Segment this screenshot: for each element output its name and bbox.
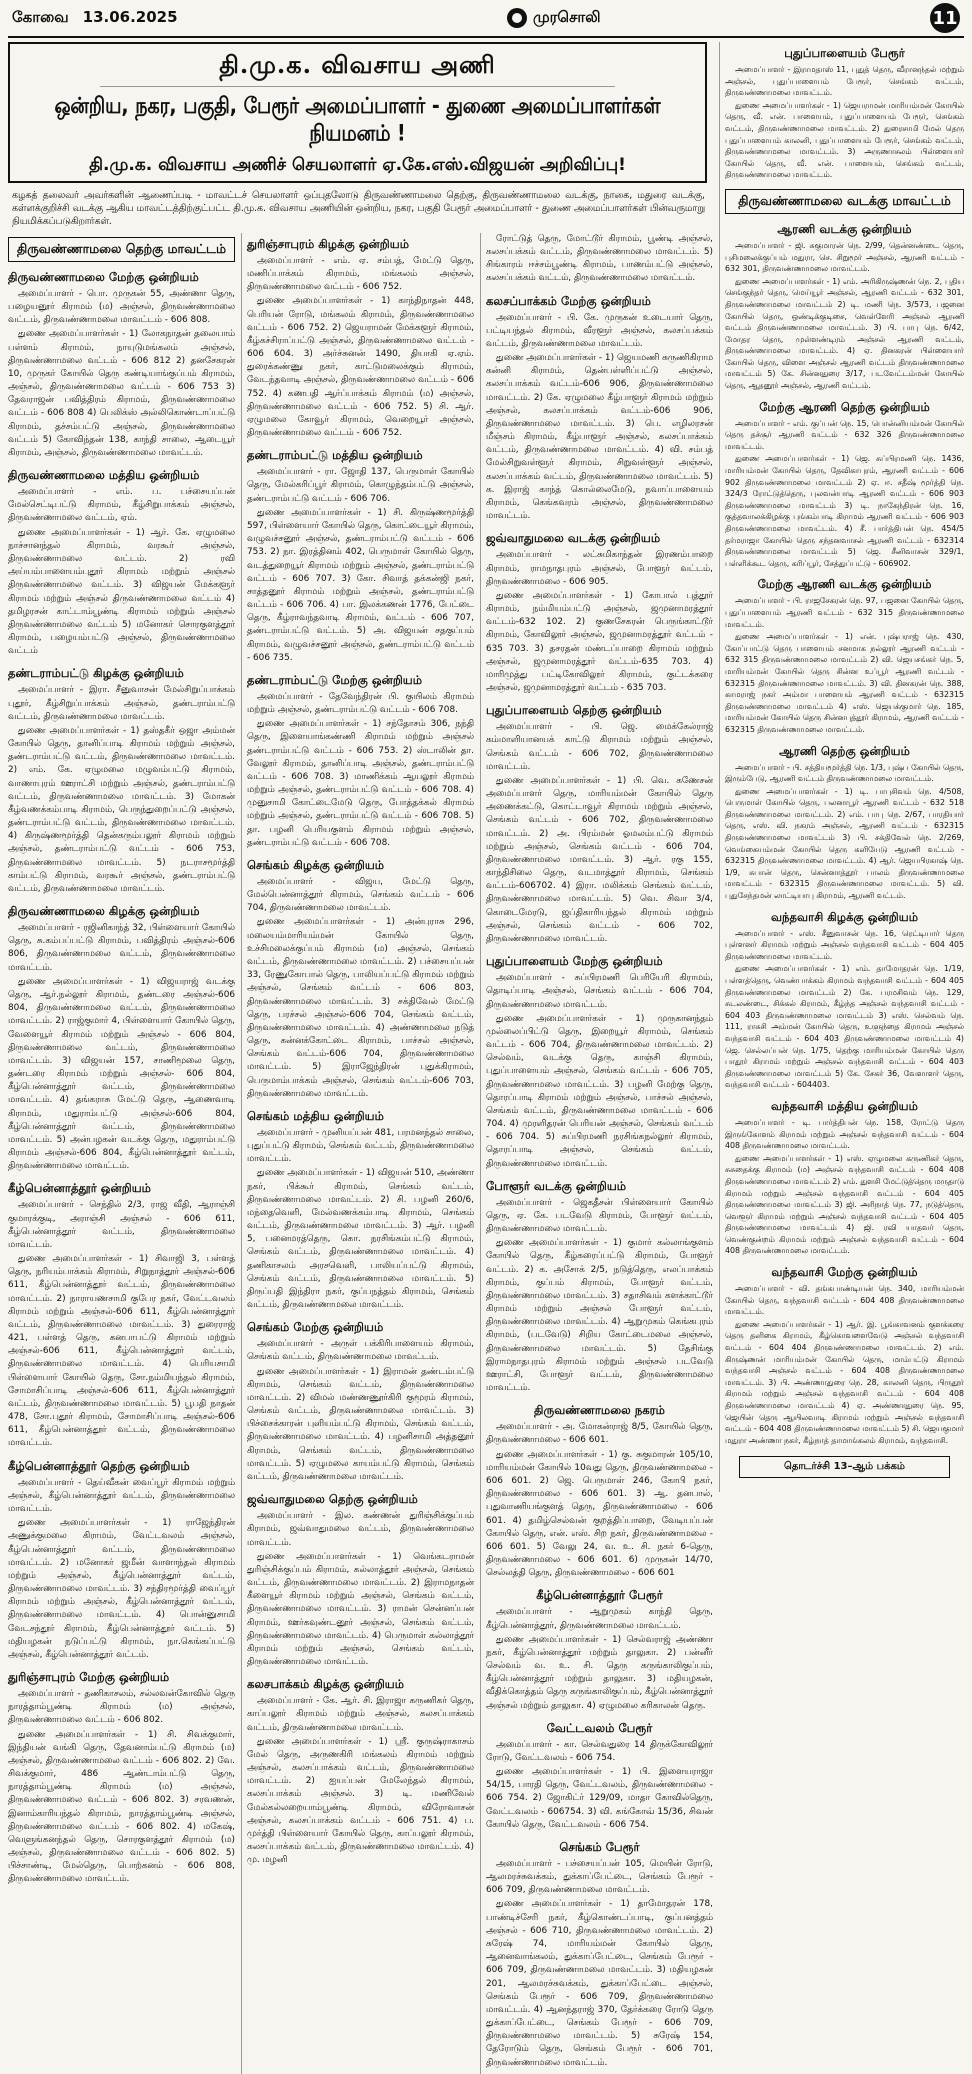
union-section: [725, 740, 964, 903]
union-section: [8, 900, 235, 1174]
union-section: [8, 1455, 235, 1663]
appointment-paragraph: துணை அமைப்பாளர்கள் - 1) சிவாஜி 3, பள்ளத் தெரு, நரியம்பாக்கம் கிராமம், சிறுநாத்தூர் அஞ்சல்-606 611, கீழ்பென்னாத்தூர் வட்டம், திருவண்ணாமலை மாவட்டம். 2) நாராயணசாமி குபேர நகர், வேட்டவலம் கிராமம் மற்றும் அஞ்சல்-606 611, கீழ்பென்னாத்தூர் வட்டம், திருவண்ணாமலை மாவட்டம். 3) துரைராஜ் 421, பள்ளத் தெரு, கனபாபட்டு கிராமம் மற்றும் அஞ்சல்-606 611, கீழ்பென்னாத்தூர் வட்டம், திருவண்ணாமலை மாவட்டம். 4) பெரியசாமி பிள்ளையார் கோயில் தெரு, சோ.நம்மியந்தல் கிராமம், சோமாசிப்பாடி அஞ்சல்-606 611, கீழ்பென்னாத்தூர் வட்டம், திருவண்ணாமலை மாவட்டம். 5) பூபதி நாதன் 478, சோ.புதூர் கிராமம், சோமாசிப்பாடி அஞ்சல்-606 611, கீழ்பென்னாத்தூர் வட்டம், திருவண்ணாமலை மாவட்டம்.: [8, 1254, 235, 1449]
union-heading: போளூர் வடக்கு ஒன்றியம்: [486, 1178, 627, 1193]
appointment-paragraph: அமைப்பாளர் - டி. பார்த்திபன் நெ. 158, ரோட்டு தெரு இருங்கோளம் கிராமம் மற்றும் அஞ்சல் வந்தவாசி வட்டம் - 604 408 திருவண்ணாமலை மாவட்டம்.: [725, 1117, 964, 1151]
appointment-paragraph: துணை அமைப்பாளர்கள் - 1) ஜெயராமன் மாரியம்மன் கோயில் தெரு, வீ. என். பாளையம், புதுப்பாளையம் பேரூர், செங்கம் வட்டம், திருவண்ணாமலை மாவட்டம். 2) துரைசாமி மேல் தெரு புதுப்பாளையம் காலனி, புதுப்பாளையம் பேரூர், செங்கம் வட்டம், திருவண்ணாமலை மாவட்டம். 3) அருணாசலம் பிள்ளையார் கோயில் தெரு, வீ. என். பாளையம், செங்கம் வட்டம், திருவண்ணாமலை மாவட்டம்.: [725, 100, 964, 180]
union-section: [725, 906, 964, 1092]
union-section: [725, 396, 964, 571]
banner-title: தி.மு.க. விவசாய அணி: [100, 50, 615, 87]
union-heading: ஜவ்வாதுமலை தெற்கு ஒன்றியம்: [247, 1492, 418, 1507]
appointment-paragraph: ரோட்டுத் தெரு, மோட்டூர் கிராமம், பூண்டி அஞ்சல், கலசப்பக்கம் வட்டம், திருவண்ணாமலை மாவட்டம். 5) சிங்காரம் ஈச்சம்பூண்டி கிராமம், பாணம்பட்டு அஞ்சல், கலசப்பக்கம் வட்டம், திருவண்ணாமலை மாவட்டம்.: [486, 233, 713, 284]
appointment-paragraph: துணை அமைப்பாளர்கள் - 1) முருகானந்தம் முல்லைப்பிட்டு தெரு, இறையூர் கிராமம், செங்கம் வட்டம் - 606 704, திருவண்ணாமலை மாவட்டம். 2) செல்வம், வடக்கு தெரு, காஞ்சி கிராமம், புதுப்பாளையம் அஞ்சல், செங்கம் வட்டம் - 606 705, திருவண்ணாமலை மாவட்டம். 3) பழனி மேற்கு தெரு, தொரப்பாடி கிராமம் மற்றும் அஞ்சல், பாச்சல் அஞ்சல், செங்கம் வட்டம், திருவண்ணாமலை மாவட்டம் - 606 704. 4) முரளிதரன் பெரியன் அஞ்சல், செங்கம் வட்டம் - 606 704. 5) சுப்பிரமணி நரசிங்கநல்லூர் கிராமம், தொரப்பாடி அஞ்சல், செங்கம் வட்டம், திருவண்ணாமலை மாவட்டம்.: [486, 1013, 713, 1169]
union-section: [247, 854, 474, 1102]
union-heading: புதுப்பாளையம் பேரூர்: [784, 46, 905, 60]
union-heading: கீழ்பென்னாத்தூர் ஒன்றியம்: [8, 1181, 152, 1196]
appointment-paragraph: அமைப்பாளர் - பி. ராஜசேகரன் நெ. 97, பஜனை கோயில் தெரு, புதுப்பாளையம் ஆரணி வட்டம் - 632 315 திருவண்ணாமலை மாவட்டம்.: [725, 596, 964, 629]
appointment-paragraph: அமைப்பாளர் - தணிகாசலம், சல்லவன்கோவில் தெரு நாரத்தாம்பூண்டி கிராமம் (ம) அஞ்சல், திருவண்ணாமலை வட்டம் - 606 802.: [8, 1689, 235, 1726]
appointment-paragraph: துணை அமைப்பாளர்கள் - 1) விஜயன் 510, அண்ணா நகர், பிக்கூர் கிராமம், செங்கம் வட்டம், திருவண்ணாமலை மாவட்டம். 2) சி. பழனி 260/6, மந்தைவெளி, மேல்வணக்கம்பாடி கிராமம், செங்கம் வட்டம், திருவண்ணாமலை மாவட்டம். 3) ஆர். பழனி 5, பனைமரத்தெரு, கொ. நரசிங்கம்பட்டு கிராமம், செங்கம் வட்டம், திருவண்ணாமலை மாவட்டம். 4) தணிகாசலம் அரசவெளி, பாலியப்பட்டு கிராமம், செங்கம் வட்டம், திருவண்ணாமலை மாவட்டம். 5) திருப்பதி இந்திரா நகர், குப்பநத்தம் கிராமம், செங்கம் வட்டம், திருவண்ணாமலை மாவட்டம்.: [247, 1168, 474, 1311]
appointment-paragraph: அமைப்பாளர் - இல. கண்ணன் துரிஞ்சிக்குப்பம் கிராமம், ஜவ்வாதுமலை வட்டம், திருவண்ணாமலை மாவட்டம்.: [247, 1511, 474, 1548]
appointment-paragraph: துணை அமைப்பாளர்கள் - 1) ஆர். கே. ஏழுமலை நாச்சானந்தல் கிராமம், வரகூர் அஞ்சல், திருவண்ணாமலை வட்டம். 2) ரவி அய்யம்பாளையம்புதூர் கிராமம் மற்றும் அஞ்சல் திருவண்ணாமலை வட்டம். 3) விஜயன் மேக்களூர் கிராமம் மற்றும் அஞ்சல் திருவண்ணாமலை வட்டம் 4) தமிழரசன் காட்டாம்பூண்டி கிராமம் மற்றும் அஞ்சல் திருவண்ணாமலை வட்டம் 5) மனோகர் சொரகுளத்தூர் கிராமம், பழையம்பட்டு அஞ்சல், திருவண்ணாமலை வட்டம்: [8, 527, 235, 657]
union-section: [486, 290, 713, 525]
appointment-paragraph: துணை அமைப்பாளர்கள் - 1) அன்புராசு 296, மலையம்மாரியம்மன் கோயில் தெரு, உச்சிமலைக்குப்பம் கிராமம் (ம) அஞ்சல், செங்கம் வட்டம், திருவண்ணாமலை மாவட்டம். 2) பச்சையப்பன் 33, ரேணுகோபால் தெரு, பாலியப்பட்டு கிராமம் மற்றும் அஞ்சல், செங்கம் வட்டம் - 606 803, திருவண்ணாமலை மாவட்டம். 3) சக்திவேல் மேட்டு தெரு, பரச்சல் அஞ்சல்-606 704, செங்கம் வட்டம், திருவண்ணாமலை மாவட்டம். 4) அண்ணாமலை நடுத் தெரு, கன்னக்கோட்டை கிராமம், பாச்சல் அஞ்சல், செங்கம் வட்டம்-606 704, திருவண்ணாமலை மாவட்டம். 5) இராஜேந்திரன் புதுக்கிராமம், பெருமாம்பாக்கம் அஞ்சல், செங்கம் வட்டம்-606 703, திருவண்ணாமலை மாவட்டம்.: [247, 917, 474, 1099]
edition-date: 13.06.2025: [82, 8, 178, 26]
union-heading: திருவண்ணாமலை நகரம்: [533, 1403, 666, 1418]
appointment-paragraph: துணை அமைப்பாளர்கள் - 1) செல்வராஜ் அண்ணா நகர், கீழ்பென்னாத்தூர் மற்றும் தாலுகா. 2) பன்னீர் செல்வம் வ. உ. சி. தெரு கருங்காலிகுப்பம், கீழ்பென்னாத்தூர் மற்றும் தாலுகா. 3) மதியழகன், வீதிக்கொத்தம் தெரு கருங்காலிகுப்பம், கீழ்பென்னாத்தூர் அஞ்சல் மற்றும் தாலுகா. 4) ஏழுமலை கரிகாலன் தெரு.: [486, 1634, 713, 1711]
appointment-paragraph: அமைப்பாளர் - பச்சையப்பன் 105, மெயின் ரோடு, ஆலமரச்சுவக்கம், துக்காப்பேட்டை, செங்கம் பேரூர் - 606 709, திருவண்ணாமலை மாவட்டம்.: [486, 1858, 713, 1896]
union-section: [247, 444, 474, 666]
union-section: [725, 1095, 964, 1258]
union-section: [725, 42, 964, 182]
union-heading: வந்தவாசி மேற்கு ஒன்றியம்: [771, 1265, 918, 1280]
appointment-paragraph: அமைப்பாளர் - பி. ஜெ. மைக்கேல்ராஜ் கம்மாளியானயக் காட்டு கிராமம் மற்றும் அஞ்சல், செங்கம் வட்டம் - 606 702, திருவண்ணாமலை மாவட்டம்.: [486, 722, 713, 772]
appointment-paragraph: துணை அமைப்பாளர்கள் - 1) ஆர். இ. பூங்காவனம் குளக்கரை தெரு தளிகை கிராமம், கீழ்கொவளைவேடு அஞ்சல் வந்தவாசி வட்டம் - 604 404 திருவண்ணாமலை மாவட்டம். 2) எம். கிருஷ்ணன் மாரியம்மன் கோயில் தெரு, மாம்பட்டு கிராமம் வந்தவாசி அஞ்சல் வட்டம் - 604 408 திருவண்ணாமலை மாவட்டம். 3) பி. அண்ணாதுரை நெ. 28, காலனி தெரு, பிருதூர் கிராமம் மற்றும் அஞ்சல் வந்தவாசி வட்டம் - 604 408 திருவண்ணாமலை மாவட்டம் 4) ஏ. அண்ணாதுரை நெ. 95, ஜெயின் தெரு ஆயிலவாடி கிராமம் மற்றும் அஞ்சல் வந்தவாசி வட்டம் - 604 408 திருவண்ணாமலை மாவட்டம் 5) சி. ஜெயகுமார் மதுரா அண்ணா நகர், கீழ்நாத் தாமாங்கலம் கிராமம், வந்தவாசி.: [725, 1319, 964, 1445]
union-section: [486, 1584, 713, 1713]
union-section: [486, 699, 713, 947]
appointment-paragraph: அமைப்பாளர் - இராமதாஸ் 11, புதுத் தெரு, வீரானந்தல் மற்றும் அஞ்சல், புதுப்பாளையம் பேரூர், செங்கம் வட்டம், திருவண்ணாமலை மாவட்டம்.: [725, 65, 964, 98]
union-heading: திருவண்ணாமலை மத்திய ஒன்றியம்: [8, 468, 200, 483]
appointment-paragraph: துணை அமைப்பாளர்கள் - 1) சந்தோசம் 306, நந்தி தெரு, இளையாங்கண்ணி கிராமம் மற்றும் அஞ்சல் தண்டராம்பட்டு வட்டம் - 606 753. 2) ஸ்டாலின் தா. வேலூர் கிராமம், தானிப்பாடி அஞ்சல், தண்டராம்பட்டு வட்டம் - 606 708. 3) மாணிக்கம் ஆயலூர் கிராமம் மற்றும் அஞ்சல், தண்டராம்பட்டு வட்டம் - 606 708. 4) முனுசாமி கோட்டைமேடு தெரு, போத்தக்கல் கிராமம் மற்றும் அஞ்சல், தண்டராம்பட்டு வட்டம் - 606 708. 5) தா. பழனி பெரியகுளம் கிராமம் மற்றும் அஞ்சல், தண்டராம்பட்டு வட்டம் - 606 708.: [247, 719, 474, 848]
union-heading: ஆரணி தெற்கு ஒன்றியம்: [779, 743, 910, 758]
appointment-paragraph: துணை அமைப்பாளர்கள் - 1) எம். தாமோதரன் நெ. 1/19, பள்ளத்தெரு, வெண்பாக்கம் கிராமம் வந்தவாசி வட்டம் - 604 405 திருவண்ணாமலை மாவட்டம் 2) கே. பரமசிவம் நெ. 129, சுடலண்டை, சிக்கல் கிராமம், கீழ்ந்த அஞ்சல் வந்தவாசி வட்டம் - 604 403 திருவண்ணாமலை மாவட்டம் 3) எஸ். செல்வம் நெ. 111, ராசுசி அம்மன் கோயில் தெரு, உளுந்தை கிராமம் அஞ்சல் வந்தவாசி வட்டம் - 604 403 திருவண்ணாமலை மாவட்டம் 4) ஜெ. செல்லப்பன் நெ. 1/75, தெற்கு மாரியம்மன் கோயில் தெரு பாதூர் கிராமம் மற்றும் அஞ்சல் வந்தவாசி வட்டம் - 604 403 திருவண்ணாமலை மாவட்டம் 5) கே. சேகர் 36, வேளாளர் தெரு, வந்தவாசி வட்டம் - 604403.: [725, 964, 964, 1090]
appointment-paragraph: துணை அமைப்பாளர்கள் - 1) ஜெ. சுப்பிரமணி நெ. 1436, மாரியம்மன் கோயில் தெரு, தேவிகாபுரம், ஆரணி வட்டம் - 606 902 திருவண்ணாமலை மாவட்டம் 2) ஏ. ஈ. சதீஷ் மூர்த்தி நெ. 324/3 ரோட்டுத்தெரு, புலவன்பாடி ஆரணி வட்டம் - 606 903 திருவண்ணாமலை மாவட்டம் 3) டி. நாகேந்திரன் நெ. 16, குத்தவாலக்கிழக்கு புங்கம்பாடி கிராமம் ஆரணி வட்டம் - 606 903 திருவண்ணாமலை மாவட்டம். 4) சீ. பார்த்திபன் நெ. 454/5 தர்மராஜா கோயில் தெரு சந்தனவாசல் ஆரணி வட்டம் - 632314 திருவண்ணாமலை மாவட்டம் 5) ஜெ. சீனிவாசன் 329/1, பள்ளிக்கூட தெரு, கரிப்பூர், சேத்துப்பட்டு - 606902.: [725, 454, 964, 568]
union-heading: கலசப்பாக்கம் மேற்கு ஒன்றியம்: [486, 293, 651, 308]
appointment-paragraph: துணை அமைப்பாளர்கள் - 1) கோபால் புத்தூர் கிராமம், நம்மியம்பட்டு அஞ்சல், ஜமுனாமரத்தூர் வட்டம்-632 102. 2) குணசேகரன் பெருங்காட்டூர் கிராமம், கோவிலூர் அஞ்சல், ஜமுனாமரத்தூர் வட்டம் - 635 703. 3) தசரதன் மண்டப்பாறை கிராமம் மற்றும் அஞ்சல், ஜமுனாமரத்தூர் வட்டம்-635 703. 4) மாரிமுத்து பட்டிகோவிலூர் கிராமம், குட்டக்கரை அஞ்சல், ஜமுனாமரத்தூர் வட்டம் - 635 703.: [486, 590, 713, 694]
article-banner: [8, 42, 707, 183]
appointment-paragraph: துணை அமைப்பாளர்கள் - 1) வெங்கடராமன் துரிஞ்சிக்குப்பம் கிராமம், கல்லாத்தூர் அஞ்சல், செங்கம் வட்டம், திருவண்ணாமலை மாவட்டம். 2) இராமநாதன் கீளையூர் கிராமம் மற்றும் அஞ்சல், செங்கம் வட்டம், திருவண்ணாமலை மாவட்டம். 3) ராமன் சென்னப்பன் கிராமம், ஊர்கவுண்டனூர் அஞ்சல், செங்கம் வட்டம், திருவண்ணாமலை மாவட்டம். 4) பெருமாள் கல்லாத்தூர் கிராமம் மற்றும் அஞ்சல், செங்கம் வட்டம், திருவண்ணாமலை மாவட்டம்.: [247, 1551, 474, 1668]
appointment-paragraph: அமைப்பாளர் - எஸ். சீனுவாசன் நெ. 16, ரெட்டியார் தெரு புள்ளனர் கிராமம் மற்றும் அஞ்சல் வந்தவாசி வட்டம் - 604 405 திருவண்ணாமலை மாவட்டம்.: [725, 928, 964, 961]
appointment-paragraph: அமைப்பாளர் - அ. மோகன்ராஜ் 8/5, கோயில் தெரு, திருவண்ணாமலை - 606 601.: [486, 1422, 713, 1446]
masthead-center: [507, 8, 601, 28]
appointment-paragraph: அமைப்பாளர் - தேவேந்திரன் பி. குயிலம் கிராமம் மற்றும் அஞ்சல், தண்டராம்பட்டு வட்டம் - 606 708.: [247, 691, 474, 716]
appointment-paragraph: துணை அமைப்பாளர்கள் - 1) இராமன் தண்டம்பட்டு கிராமம், செங்கம் வட்டம், திருவண்ணாமலை மாவட்டம். 2) விமல் மண்ணணூர்கிரி குமூரம் கிராமம், செங்கம் வட்டம், திருவண்ணாமலை மாவட்டம். 3) பிச்சைக்காரன் புளியம்பட்டு கிராமம், செங்கம் வட்டம், திருவண்ணாமலை மாவட்டம். 4) பழனிசாமி அத்தனூர் கிராமம், செங்கம் வட்டம், திருவண்ணாமலை மாவட்டம். 5) ஏழுமலை காயம்பட்டு கிராமம், செங்கம் வட்டம், திருவண்ணாமலை மாவட்டம்.: [247, 1366, 474, 1482]
union-heading: தண்டராம்பட்டு மேற்கு ஒன்றியம்: [247, 672, 423, 687]
union-section: [725, 1261, 964, 1447]
page-number-badge: 11: [930, 3, 960, 33]
masthead: [8, 0, 964, 38]
union-section: [247, 1488, 474, 1670]
appointment-paragraph: துணை அமைப்பாளர்கள் - 1) ராஜேந்திரன் அணுக்குமலை கிராமம், வேட்டவலம் அஞ்சல், கீழ்பென்னாத்தூர் வட்டம், திருவண்ணாமலை மாவட்டம். 2) மனோகர் ஜமீன் வாளாந்தல் கிராமம் மற்றும் அஞ்சல், கீழ்பென்னாத்தூர் வட்டம், திருவண்ணாமலை மாவட்டம். 3) சந்திரமூர்த்தி வைப்பூர் கிராமம் மற்றும் அஞ்சல், கீழ்பென்னாத்தூர் வட்டம், திருவண்ணாமலை மாவட்டம். 4) பொன்னுசாமி வேடசந்தூர் கிராமம், கீழ்பென்னாத்தூர் வட்டம். 5) மதியழகன் நடுப்பட்டு கிராமம், நா.கெங்கப்பட்டு அஞ்சல், கீழ்பென்னாத்தூர் வட்டம்.: [8, 1518, 235, 1660]
appointment-paragraph: அமைப்பாளர் - ஆறுமுகம் காந்தி தெரு, கீழ்பென்னாத்தூர், திருவண்ணாமலை மாவட்டம்.: [486, 1607, 713, 1631]
union-heading: கீழ்பென்னாத்தூர் பேரூர்: [536, 1588, 663, 1603]
appointment-paragraph: அமைப்பாளர் - லட்சுமிகாந்தன் இரணம்பாறை கிராமம், ராமநாதபுரம் அஞ்சல், போளூர் வட்டம், திருவண்ணாமலை - 606 905.: [486, 550, 713, 587]
union-section: [247, 1105, 474, 1313]
masthead-left: [12, 8, 178, 28]
union-heading: தண்டராம்பட்டு மத்திய ஒன்றியம்: [247, 448, 423, 463]
union-heading: கலசபாக்கம் கிழக்கு ஒன்றியம்: [247, 1677, 405, 1692]
union-section: [486, 1717, 713, 1833]
column-4: [719, 42, 964, 1492]
appointment-paragraph: துணை அமைப்பாளர்கள் - 1) லோகநாதன் தலையாம் பள்ளம் கிராமம், நாயுடுமங்கலம் அஞ்சல், திருவண்ணாமலை வட்டம் - 606 812 2) தனசேகரன் 10, முருகர் கோயில் தெரு கண்டியாங்குப்பம் கிராமம், அஞ்சல், திருவண்ணாமலை வட்டம் - 606 753 3) தேவராஜன் பவித்திரம் கிராமம், திருவண்ணாமலை வட்டம் - 606 808 4) பெலிக்ஸ் அல்லிகொண்டாப்பட்டு கிராமம், தச்சம்பட்டு அஞ்சல், திருவண்ணாமலை வட்டம் 5) கோவிந்தன் 138, காந்தி சாலை, ஆடையூர் கிராமம், அஞ்சல், திருவண்ணாமலை மாவட்டம்.: [8, 329, 235, 458]
union-section: [247, 1673, 474, 1868]
column-4-body: [719, 42, 964, 1492]
union-heading: துரிஞ்சாபுரம் மேற்கு ஒன்றியம்: [8, 1670, 170, 1685]
union-heading: திருவண்ணாமலை மேற்கு ஒன்றியம்: [8, 269, 199, 284]
union-section: [8, 1666, 235, 1888]
district-heading: திருவண்ணாமலை வடக்கு மாவட்டம்: [725, 189, 964, 214]
union-heading: துரிஞ்சாபுரம் கிழக்கு ஒன்றியம்: [247, 236, 410, 251]
appointment-paragraph: அமைப்பாளர் - இரா. சீனுவாசன் மேல்சிறுப்பாக்கம் புதூர், கீழ்சிறுப்பாக்கம் அஞ்சல், தண்டராம்பட்டு வட்டம், திருவண்ணாமலை மாவட்டம்.: [8, 685, 235, 722]
appointment-paragraph: துணை அமைப்பாளர்கள் - 1) காந்திநாதன் 448, பெரியன் ரோடு, மங்கலம் கிராமம், திருவண்ணாமலை வட்டம் - 606 752. 2) ஜெயராமன் மேக்களூர் கிராமம், கீழ்கச்சிராப்பட்டு அஞ்சல், திருவண்ணாமலை வட்டம் - 606 604. 3) அர்ச்சுனன் 1490, தியாகி ஏ.ஏம். துரைக்கண்ணு நகர், காட்டுமலைக்கும் கிராமம், வேடந்தவாடி அஞ்சல், திருவண்ணாமலை வட்டம் - 606 752. 4) கணபதி ஆர்ப்பாக்கம் கிராமம் (ம) அஞ்சல், திருவண்ணாமலை வட்டம் - 606 752. 5) சி. ஆர். ஏழுமலை கோவூர் கிராமம், வெறையூர் அஞ்சல், திருவண்ணாமலை வட்டம் - 606 752.: [247, 296, 474, 439]
union-section: [725, 573, 964, 736]
union-section: [486, 1399, 713, 1581]
appointment-paragraph: அமைப்பாளர் - ஜி. சுகுமாரன் நெ. 2/99, தென்னண்டை தெரு, புசிமலைக்குப்பம் மதுரா, செ. சிறுமூர் அஞ்சல், ஆரணி வட்டம் - 632 301, திருவண்ணாமலை மாவட்டம்.: [725, 240, 964, 274]
appointment-paragraph: அமைப்பாளர் - பொ. முருகன் 55, அண்ணா தெரு, பழையனூர் கிராமம் (ம) அஞ்சல், திருவண்ணாமலை வட்டம், திருவண்ணாமலை மாவட்டம் - 606 808.: [8, 288, 235, 326]
appointment-paragraph: அமைப்பாளர் - வி. தங்கபாண்டியன் நெ. 340, மாரியம்மன் கோயில் தெரு, வந்தவாசி வட்டம் - 604 408 திருவண்ணாமலை மாவட்டம்.: [725, 1284, 964, 1317]
appointment-paragraph: அமைப்பாளர் - சுப்பிரமணி பெரியேரி கிராமம், தொடிப்பாடி அஞ்சல், செங்கம் வட்டம் - 606 704, திருவண்ணாமலை மாவட்டம்.: [486, 973, 713, 1010]
column-3: [480, 233, 713, 2074]
appointment-paragraph: அமைப்பாளர் - அருள் பக்கிரிபாளையம் கிராமம், செங்கம் வட்டம், திருவண்ணாமலை மாவட்டம்.: [247, 1339, 474, 1363]
union-heading: வந்தவாசி கிழக்கு ஒன்றியம்: [770, 909, 919, 924]
union-heading: வேட்டவலம் பேரூர்: [546, 1720, 653, 1735]
union-section: [8, 464, 235, 659]
union-section: [486, 1836, 713, 2071]
appointment-paragraph: துணை அமைப்பாளர்கள் - 1) ஸ்ரீ. குருஷ்ராகாசம் மேல் தெரு, அருணகிரி மங்கலம் கிராமம் மற்றும் அஞ்சல், கலசப்பாக்கம் வட்டம், திருவண்ணாமலை மாவட்டம். 2) ஐயப்பன் மேலேந்தல் கிராமம், கலசப்பாக்கம் அஞ்சல். 3) டி. மணிவேல் மேல்கல்லறையாம்பூண்டி கிராமம், விரோவாசன் அஞ்சல், கலசப்பாக்கம் வட்டம் - 606 751. 4) ப. முர்த்தி பிள்ளையார் கோயில் தெரு, காப்பலூர் கிராமம், கலசப்பாக்கம் வட்டம், திருவண்ணாமலை மாவட்டம். 4) மு. மழனி: [247, 1736, 474, 1866]
appointment-paragraph: துணை அமைப்பாளர்கள் - 1) ஜெயமணி சுருணிகிராம கன்னி கிராமம், தென்பள்ளிப்பட்டு அஞ்சல், கலசப்பாக்கம் வட்டம்-606 906, திருவண்ணாமலை மாவட்டம். 2) கே. ஏழுமலை கீழ்பாளூர் கிராமம் மற்றும் அஞ்சல், கலசப்பாக்கம் வட்டம்-606 906, திருவண்ணாமலை மாவட்டம். 3) பெ. எழிலரசன் மீஞ்சம் கிராமம், கீழ்பாளூர் அஞ்சல், கலசப்பாக்கம் வட்டம், திருவண்ணாமலை மாவட்டம். 4) வி. சம்பத் மேல்சிறுவள்ளூர் கிராமம், சிறுவள்ளூர் அஞ்சல், கலசப்பாக்கம் வட்டம், திருவண்ணாமலை மாவட்டம். 5) க. இராஜ் காந்த் கொல்லைமேடு, நவாப்பாளையம் கிராமம், கெங்கவரம் அஞ்சல், திருவண்ணாமலை மாவட்டம்.: [486, 353, 713, 522]
appointment-paragraph: துணை அமைப்பாளர்கள் - 1) குமார் கல்லாங்குளம் கோயில் தெரு, கீழ்கரைப்பட்டு கிராமம், போளூர் வட்டம். 2) க. அசோக் 2/5, நடுத்தெரு, எலப்பாக்கம் கிராமம், குப்பம் கிராமம், போளூர் வட்டம், திருவண்ணாமலை மாவட்டம். 3) சதாசிவம் களக்காட்டூர் கிராமம் மற்றும் அஞ்சல் போளூர் வட்டம், திருவண்ணாமலை மாவட்டம். 4) ஆறுமுகம் கெங்கபுரம் கிராமம், (படவேடு) சிறிய கோட்டைமலை அஞ்சல், திருவண்ணாமலை மாவட்டம். 5) தேசிங்கு இராமநாதபுரம் கிராமம் மற்றும் அஞ்சல் படவேடு ஊராட்சி, போளூர் வட்டம், திருவண்ணாமலை மாவட்டம்.: [486, 1238, 713, 1394]
appointment-paragraph: அமைப்பாளர் - செந்தில் 2/3, ராஜ வீதி, ஆராஞ்சி குமாரக்குடி, அராஞ்சி அஞ்சல் - 606 611, கீழ்பென்னாத்தூர் வட்டம், திருவண்ணாமலை மாவட்டம்.: [8, 1200, 235, 1250]
appointment-paragraph: துணை அமைப்பாளர்கள் - 1) டி. பாபுசிவம் நெ. 4/508, பெருமாள் கோயில் தெரு, பலனாபூர் ஆரணி வட்டம் - 632 518 திருவண்ணாமலை மாவட்டம். 2) எம். பாபு நெ. 2/67, பாரதியார் தெரு, எஸ். வி. நகரம் அஞ்சல், ஆரணி வட்டம் - 632315 திருவண்ணாமலை மாவட்டம் 3) பி. சக்திவேல் நெ. 2/269, வெங்கையம்மன் கோயில் தெரு களியேடு ஆரணி வட்டம் - 632315 திருவண்ணாமலை மாவட்டம். 4) ஆர். ஜெயபிரகாஷ் நெ. 1/9, சுபான் தெரு, சென்னாத்தூர் பாலம் திருவண்ணாமலை மாவட்டம் - 632315 திருவண்ணாமலை மாவட்டம். 5) வி. புதுசேந்தமன் லாட்டியாபு கிராமம், ஆரணி வட்டம்.: [725, 786, 964, 901]
appointment-paragraph: துணை அமைப்பாளர்கள் - 1) என். புஷ்பராஜ் நெ. 430, கோப்பாட்டு தெரு பாளையம் சனமாக நல்லூர் ஆரணி வட்டம் - 632 315 திருவண்ணாமலை மாவட்டம் 2) வி. ஜெயசங்கர் நெ. 5, மாரியம்மன் கோயில் தெரு சின்ன உப்பூர் ஆரணி வட்டம் - 632315 திருவண்ணாமலை மாவட்டம். 3) வி. தினகரன் நெ. 388, காமராஜ் நகர் அம்மா பாளையம் ஆரணி வட்டம் - 632315 திருவண்ணாமலை மாவட்டம் 4) எஸ். ஜெயக்குமார் நெ. 185, மாரியம்மன் கோயில் தெரு சின்னபுத்தூர் கிராமம், ஆரணி வட்டம் - 632315 திருவண்ணாமலை மாவட்டம்.: [725, 632, 964, 734]
appointment-paragraph: துணை அமைப்பாளர்கள் - 1) விஜயராஜ் வடக்கு தெரு, ஆர்.நல்லூர் கிராமம், தண்டரை அஞ்சல்-606 804, திருவண்ணாமலை வட்டம், திருவண்ணாமலை மாவட்டம். 2) ராஜ்குமார் 4, பிள்ளையார் கோயில் தெரு, வேளையூர் கிராமம் மற்றும் அஞ்சல் - 606 804, திருவண்ணாமலை வட்டம், திருவண்ணாமலை மாவட்டம். 3) விஜயன் 157, சாணிமூலை தெரு, தண்டரை கிராமம் மற்றும் அஞ்சல்- 606 804, கீழ்பென்னாத்தூர் வட்டம், திருவண்ணாமலை மாவட்டம். 4) தங்கராசு மேட்டு தெரு, ஆணைவாடி கிராமம், மதுராம்பட்டு அஞ்சல்-606 804, கீழ்பென்னாத்தூர் வட்டம், திருவண்ணாமலை மாவட்டம். 5) அன்பழகன் வடக்கு தெரு, மதுராம்பட்டு கிராமம் அஞ்சல்-606 804, கீழ்பென்னாத்தூர் வட்டம், திருவண்ணாமலை மாவட்டம்.: [8, 976, 235, 1172]
column-1: [8, 233, 235, 2074]
main-article: [8, 42, 713, 2068]
union-section: [247, 233, 474, 441]
edition-city: கோவை: [12, 8, 69, 26]
appointment-paragraph: அமைப்பாளர் - பி. கே. முருகன் உடையார் தெரு, பட்டியந்தல் கிராமம், வீரளூர் அஞ்சல், கலசப்பக்கம் வட்டம், திருவண்ணாமலை மாவட்டம்.: [486, 312, 713, 349]
union-heading: தண்டராம்பட்டு கிழக்கு ஒன்றியம்: [8, 666, 184, 681]
newspaper-logo-icon: [507, 8, 527, 28]
union-heading: கீழ்பென்னாத்தூர் தெற்கு ஒன்றியம்: [8, 1458, 190, 1473]
appointment-paragraph: துணை அமைப்பாளர்கள் - 1) பி. வெ. கணேசன் அமைப்பாளர் தெரு, மாரியம்மன் கோயில் தெரு அணைக்கட்டு, கொட்டாவூர் கிராமம் மற்றும் அஞ்சல், செங்கம் வட்டம் - 606 702, திருவண்ணாமலை மாவட்டம். 2) அ. பிரம்மன் ஓமலம்பட்டு கிராமம் மற்றும் அஞ்சல், செங்கம் வட்டம் - 606 704, திருவண்ணாமலை மாவட்டம். 3) ஆர். ரகு 155, காந்திசிலை தெரு, வடமாத்தூர் கிராமம், செங்கம் வட்டம்-606702. 4) இரா. மலிக்கம் செங்கம் வட்டம், திருவண்ணாமலை மாவட்டம். 5) வெ. சிவா 3/4, கொடைமேரடு, ஜப்திகாரியந்தல் கிராமம் மற்றும் அஞ்சல், செங்கம் வட்டம் - 606 702, திருவண்ணாமலை மாவட்டம்.: [486, 775, 713, 944]
union-section: [486, 1175, 713, 1397]
union-section: [8, 662, 235, 897]
appointment-paragraph: அமைப்பாளர் - பி. சத்தியமூர்த்தி நெ. 1/3, புஷ்ப கோயில் தெரு, இரும்பேடு, ஆரணி வட்டம் திருவண்ணாமலை மாவட்டம்.: [725, 762, 964, 784]
column-2: [241, 233, 474, 2074]
article-columns: [8, 233, 713, 2074]
appointment-paragraph: அமைப்பாளர் - எம். குப்பன் நெ. 15, பொன்னியம்மன் கோயில் தெரு தச்சூர் ஆரணி வட்டம் - 632 326 திருவண்ணாமலை மாவட்டம்.: [725, 418, 964, 451]
appointment-paragraph: துணை அமைப்பாளர்கள் - 1) கு. சுகுமாரன் 105/10, மாரியம்மன் கோயில் 10வது தெரு, திருவண்ணாமலை - 606 601. 2) ஜெ. பெருமாள் 246, கோபி நகர், திருவண்ணாமலை - 606 601. 3) ஆ. தனபால், புதுவாணியங்குளத் தெரு, திருவண்ணாமலை - 606 601. 4) தமிழ்செல்வன் குறத்திப்பாறை, வேடியப்பன் கோயில் தெரு, என். எஸ். சிற நகர், திருவண்ணாமலை - 606 601. 5) வேலு 24, வ. உ. சி. நகர் 6-தெரு, திருவண்ணாமலை - 606 601. 6) முருகன் 14/70, செல்லத்தி தெரு, திருவண்ணாமலை - 606 601: [486, 1449, 713, 1579]
union-heading: செங்கம் மேற்கு ஒன்றியம்: [247, 1320, 384, 1335]
union-heading: புதுப்பாளையம் மேற்கு ஒன்றியம்: [486, 954, 663, 969]
continuation-note: தொடர்ச்சி 13–ஆம் பக்கம்: [739, 1456, 950, 1478]
union-section: [247, 1316, 474, 1485]
article-intro: கழகத் தலைவர் அவர்களின் ஆணைப்படி - மாவட்டச் செயலாளர் ஒப்புதலோடு திருவண்ணாமலை தெற்கு, திருவண்ணாமலை வடக்கு, நாகை, மதுரை வடக்கு, கள்ளக்குறிச்சி வடக்கு ஆகிய மாவட்டத்திற்குட்பட்ட தி.மு.க. விவசாய அணியின் ஒன்றிய, நகர, பகுதி பேரூர் அமைப்பாளர் - துணை அமைப்பாளர்கள் பின்வருமாறு நியமிக்கப்படுகிறார்கள்.: [12, 189, 705, 228]
union-section: [8, 266, 235, 461]
appointment-paragraph: துணை அமைப்பாளர்கள் - 1) சி. சிவக்குமார், இந்தியன் வங்கி தெரு, தேவனாம்பட்டு கிராமம் (ம) அஞ்சல், திருவண்ணாமலை வட்டம் - 606 802. 2) வே. சிவக்குமார், 486 ஆண்டாம்பட்டு தெரு, நாரத்தாம்பூண்டி கிராமம் (ம) அஞ்சல், திருவண்ணாமலை வட்டம் - 606 802. 3) சரவணன், இனாம்காரியந்தல் கிராமம், நாரத்தாம்பூண்டி அஞ்சல், திருவண்ணாமலை வட்டம் - 606 802. 4) மகேஷ், வெளுங்கனந்தல் தெரு, சொரகுளத்தூர் கிராமம் (ம) அஞ்சல், திருவண்ணாமலை வட்டம் - 606 802. 5) பிச்சாண்டி, மேல்தெரு, பொற்கனம் - 606 808, திருவண்ணாமலை மாவட்டம்.: [8, 1729, 235, 1885]
union-section: [247, 669, 474, 851]
union-heading: திருவண்ணாமலை கிழக்கு ஒன்றியம்: [8, 904, 200, 919]
appointment-paragraph: துணை அமைப்பாளர்கள் - 1) எம். அரிகிருஷ்ணன் நெ. 2, புதிய செங்குந்தர் தெரு, மெய்யூர் அஞ்சல், ஆரணி வட்டம் - 632 301, திருவண்ணாமலை மாவட்டம் 2) டி. மணி நெ. 3/573, பஜனை கோயில் தெரு, ஒண்டிக்குடிசை, வெள்ளேரி அஞ்சல் ஆரணி வட்டம் திருவண்ணாமலை மாவட்டம். 3) பி. பாபு நெ. 6/42, மோதர தெரு, முள்ளண்டிரம் அஞ்சல் ஆரணி வட்டம், திருவண்ணாமலை மாவட்டம். 4) ஏ. தினகரன் பிள்ளையார் கோயில் தெரு, விளை அஞ்சல் ஆரணி வட்டம் திருவண்ணாமலை மாவட்டம் 5) கே. சின்னதுரை 3/17, படவேட்டம்மன் கோயில் தெரு, ஆதனூர் அஞ்சல், ஆரணி வட்டம்.: [725, 276, 964, 391]
appointment-paragraph: அமைப்பாளர் - தெய்வீகன் வைப்பூர் கிராமம் மற்றும் அஞ்சல், கீழ்பென்னாத்தூர் வட்டம், திருவண்ணாமலை மாவட்டம்.: [8, 1477, 235, 1514]
appointment-paragraph: அமைப்பாளர் - விஜய, மேட்டு தெரு, மேல்பென்னாத்தூர் கிராமம், செங்கம் வட்டம் - 606 704, திருவண்ணாமலை மாவட்டம்.: [247, 876, 474, 914]
union-heading: புதுப்பாளையம் தெற்கு ஒன்றியம்: [486, 703, 662, 718]
appointment-paragraph: துணை அமைப்பாளர்கள் - 1) தஸ்தகீர் ஒஜா அம்மன் கோயில் தெரு, தானிப்பாடி கிராமம் மற்றும் அஞ்சல், தண்டராம்பட்டு வட்டம், திருவண்ணாமலை மாவட்டம். 2) எம். கே. ஏழுமலை மழுவம்பட்டு கிராமம், வாணாபுரம் ஊராட்சி மற்றும் அஞ்சல், தண்டராம்பட்டு வட்டம், திருவண்ணாமலை மாவட்டம். 3) மோகன் கீழ்வணக்கம்பாடி கிராமம், பெருந்துறைப்பட்டு அஞ்சல், தண்டராம்பட்டு வட்டம், திருவண்ணாமலை மாவட்டம். 4) கிருஷ்ணமூர்த்தி தென்கரும்பலூர் கிராமம் மற்றும் அஞ்சல், தண்டராம்பட்டு வட்டம் - 606 753, திருவண்ணாமலை மாவட்டம். 5) நடராசமூர்த்தி காம்பட்டு கிராமம், வரகூர் அஞ்சல், தண்டராம்பட்டு வட்டம், திருவண்ணாமலை மாவட்டம்.: [8, 725, 235, 894]
union-heading: மேற்கு ஆரணி வடக்கு ஒன்றியம்: [757, 577, 932, 592]
union-heading: மேற்கு ஆரணி தெற்கு ஒன்றியம்: [759, 399, 930, 414]
appointment-paragraph: அமைப்பாளர் - ரஜினிகாந்த் 32, பிள்ளையார் கோயில் தெரு, சு.கம்பப்பட்டு கிராமம், பவித்திரம் அஞ்சல்-606 806, திருவண்ணாமலை வட்டம், திருவண்ணாமலை மாவட்டம்.: [8, 923, 235, 973]
district-heading: திருவண்ணாமலை தெற்கு மாவட்டம்: [8, 237, 235, 262]
appointment-paragraph: அமைப்பாளர் - முனியப்பன் 481, பரமனந்தல் சாலை, புதுப்பட்டு கிராமம், செங்கம் வட்டம், திருவண்ணாமலை மாவட்டம்.: [247, 1127, 474, 1165]
union-heading: செங்கம் கிழக்கு ஒன்றியம்: [247, 857, 385, 872]
union-heading: செங்கம் மத்திய ஒன்றியம்: [247, 1108, 384, 1123]
appointment-paragraph: அமைப்பாளர் - கா. செல்வதுரை 14 திருக்கோவிலூர் ரோடு, வேட்டவலம் - 606 754.: [486, 1739, 713, 1763]
appointment-paragraph: துணை அமைப்பாளர்கள் - 1) தாமோதரன் 178, பாண்டிச்சேரி நகர், கீழ்கொண்டப்பாடி, குப்பனத்தம் அஞ்சல் - 606 710, திருவண்ணாமலை மாவட்டம். 2) சுரேஷ் 74, மாரியம்மன் கோயில் தெரு, ஆனைவாங்கலம், துக்காப்பேட்டை, செங்கம் பேரூர் - 606 709, திருவண்ணாமலை மாவட்டம். 3) மதியழகன் 201, ஆலமரச்சுவக்கம், துக்காப்பேட்டை அஞ்சல், செங்கம் பேரூர் - 606 709, திருவண்ணாமலை மாவட்டம். 4) ஆனந்தராஜ் 370, தேர்க்கரை ரோடு தெரு துக்காப்பேட்டை, செங்கம் பேரூர் - 606 709, திருவண்ணாமலை மாவட்டம். 5) சுரேஷ் 154, தேரோடும் தெரு, செங்கம் பேரூர் - 606 701, திருவண்ணாமலை மாவட்டம்.: [486, 1899, 713, 2068]
union-section: [8, 1177, 235, 1451]
union-heading: ஆரணி வடக்கு ஒன்றியம்: [777, 221, 912, 236]
union-section: [486, 950, 713, 1172]
union-heading: செங்கம் பேரூர்: [559, 1839, 640, 1854]
appointment-paragraph: அமைப்பாளர் - கே. ஆர். சி. இராஜா கருணிகர் தெரு, காப்பலூர் கிராமம் மற்றும் அஞ்சல், கலசப்பாக்கம் வட்டம், திருவண்ணாமலை மாவட்டம்.: [247, 1696, 474, 1733]
appointment-paragraph: அமைப்பாளர் - எம். ப. பச்சையப்பன் மேல்செட்டிபட்டு கிராமம், கீழ்சிறுபாக்கம் அஞ்சல், திருவண்ணாமலை வட்டம், ஏம்.: [8, 487, 235, 524]
union-section: [486, 527, 713, 696]
appointment-paragraph: துணை அமைப்பாளர்கள் - 1) பி. இளையராஜா 54/15, பாரதி தெரு, வேட்டவலம், திருவண்ணாமலை - 606 754. 2) ஜோகிட்ர் 129/09, மாதா கோவில்தெரு, வேட்டவலம் - 606754. 3) வி. கங்கோவ் 15/36, சிவன் கோயில் தெரு, வேட்டவலம் - 606 754.: [486, 1767, 713, 1830]
banner-headline: ஒன்றிய, நகர, பகுதி, பேரூர் அமைப்பாளர் - துணை அமைப்பாளர்கள் நியமனம் !: [54, 93, 661, 147]
banner-announcer: தி.மு.க. விவசாய அணிச் செயலாளர் ஏ.கே.எஸ்.விஜயன் அறிவிப்பு!: [89, 154, 626, 175]
union-heading: ஜவ்வாதுமலை வடக்கு ஒன்றியம்: [486, 531, 661, 546]
appointment-paragraph: அமைப்பாளர் - ஜெகதீசன் பிள்ளையார் கோயில் தெரு, ஏ. கே. படவேடு கிராமம், போளூர் வட்டம், திருவண்ணாமலை மாவட்டம்.: [486, 1197, 713, 1235]
union-heading: வந்தவாசி மத்திய ஒன்றியம்: [771, 1098, 918, 1113]
page-content: [8, 42, 964, 2068]
union-section: [725, 218, 964, 393]
union-section: [486, 233, 713, 287]
appointment-paragraph: அமைப்பாளர் - எம். ஏ. சம்பத், மேட்டு தெரு, மணிப்பாக்கம் கிராமம், மங்கலம் அஞ்சல், திருவண்ணாமலை வட்டம் - 606 752.: [247, 255, 474, 293]
appointment-paragraph: துணை அமைப்பாளர்கள் - 1) சி. கிருஷ்ணமூர்த்தி 597, பிள்ளையார் கோயில் தெரு, கொட்டையூர் கிராமம், வழுவச்சனூர் அஞ்சல், தண்டராம்பட்டு வட்டம் - 606 753. 2) நா. இரத்தினம் 402, பெருமாள் கோயில் தெரு, வடத்துறையூர் கிராமம் மற்றும் அஞ்சல், தண்டராம்பட்டு வட்டம் - 606 707. 3) கோ. சிவாத் தக்கன்ஜி நகர், சாத்தனூர் கிராமம் மற்றும் அஞ்சல், தண்டராம்பட்டு வட்டம் - 606 706. 4) பா. இலக்கணன் 1776, பேட்டை தெரு, கீழ்ராவந்தவாடி கிராமம், வட்டம் - 606 707, தண்டராம்பட்டு வட்டம். 5) அ. விஜயன் சதகுப்பம் கிராமம், வழுவச்சனூர் அஞ்சல், தண்டராம்பட்டு வட்டம் - 606 735.: [247, 507, 474, 663]
appointment-paragraph: அமைப்பாளர் - ரா. ஜோதி 137, பெருமாள் கோயில் தெரு, மேல்கரிப்பூர் கிராமம், கொழுந்தம்பட்டு அஞ்சல், தண்டராம்பட்டு வட்டம் - 606 706.: [247, 467, 474, 504]
newspaper-name: முரசொலி: [533, 8, 601, 26]
appointment-paragraph: துணை அமைப்பாளர்கள் - 1) எஸ். ஏழுமலை கருணிகர் தெரு, சுசுதைக்கு கிராமம் (ம) அஞ்சல் வந்தவாசி வட்டம் - 604 408 திருவண்ணாமலை மாவட்டம் 2) எம். துளசி மேட்டுத்தெரு மருதாடு கிராமம் மற்றும் அஞ்சல் வந்தவாசி வட்டம் - 604 405 திருவண்ணாமலை மாவட்டம் 3) ஜி. அரிநாத் நெ. 77, நடுத்தெரு, வெளூர் கிராமம் மற்றும் அஞ்சல் வந்தவாசி வட்டம் - 604 405 திருவண்ணாமலை மாவட்டம் 4) ஜி. ரவி யாதவர் தெரு, வெண்குன்றம் கிராமம் மற்றும் அஞ்சல் வந்தவாசி வட்டம் - 604 408 திருவண்ணாமலை மாவட்டம்.: [725, 1153, 964, 1256]
